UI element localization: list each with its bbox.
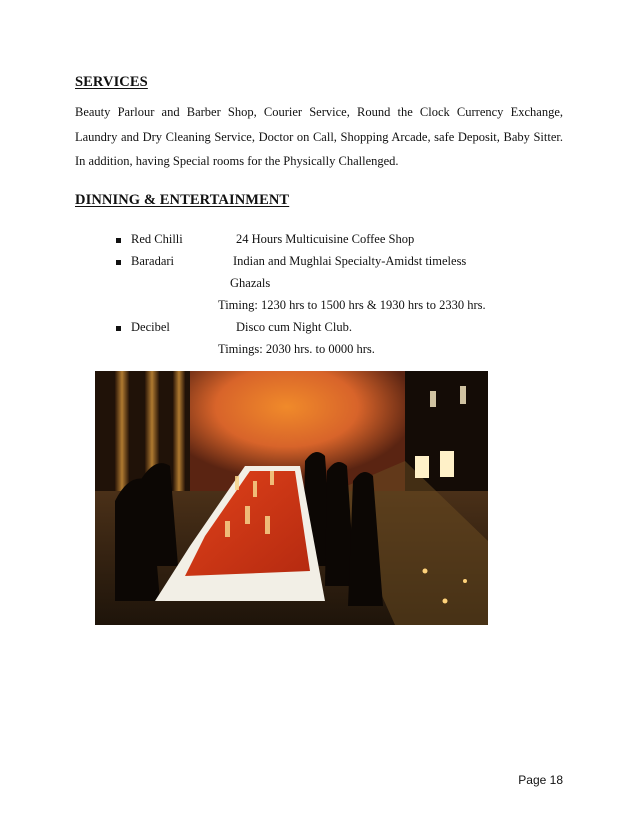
dining-item-name: Decibel — [131, 320, 170, 334]
dining-item-timing: Timings: 2030 hrs. to 0000 hrs. — [218, 342, 375, 356]
bullet-marker — [116, 326, 121, 331]
dining-item-name: Baradari — [131, 254, 175, 268]
services-line: Beauty Parlour and Barber Shop, Courier Service, Round the Clock Currency Exchange, — [75, 105, 563, 119]
restaurant-photo — [95, 371, 488, 625]
page-number: Page 18 — [518, 773, 563, 787]
dining-item-description: Disco cum Night Club. — [236, 320, 352, 334]
bullet-marker — [116, 238, 121, 243]
dining-item-name: Red Chilli — [131, 232, 183, 246]
dining-item-description-cont: Ghazals — [230, 276, 271, 290]
dining-item-timing: Timing: 1230 hrs to 1500 hrs & 1930 hrs to 2330 hrs. — [218, 298, 486, 312]
dining-heading: DINNING & ENTERTAINMENT — [75, 192, 290, 208]
dining-item-description: 24 Hours Multicuisine Coffee Shop — [236, 232, 415, 246]
services-paragraph — [75, 100, 563, 174]
services-line: Laundry and Dry Cleaning Service, Doctor on Call, Shopping Arcade, safe Deposit, Baby Sitter. — [75, 129, 563, 144]
bullet-marker — [116, 260, 121, 265]
services-line: In addition, having Special rooms for the Physically Challenged. — [75, 154, 399, 168]
dining-item-description: Indian and Mughlai Specialty-Amidst timeless — [233, 254, 467, 268]
services-heading: SERVICES — [75, 74, 148, 90]
